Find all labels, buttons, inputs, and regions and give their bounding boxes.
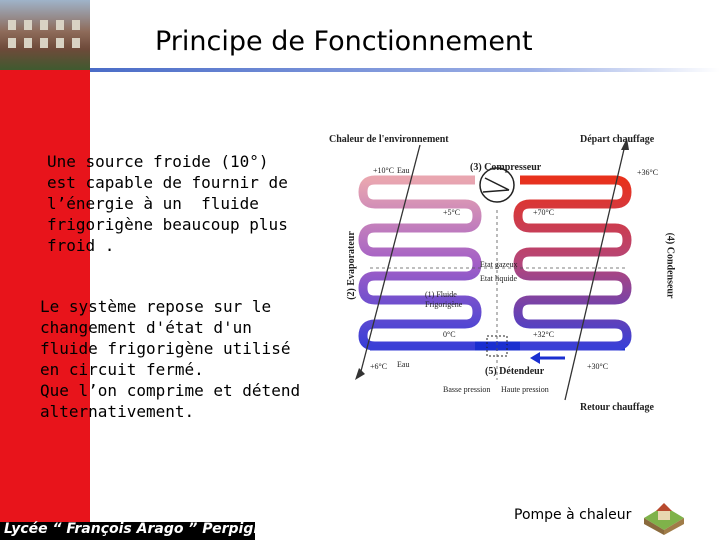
label-etat-gazeux: Etat gazeux xyxy=(480,260,518,269)
temp-plus10: +10°C xyxy=(373,166,395,175)
label-chaleur-environnement: Chaleur de l'environnement xyxy=(329,134,449,145)
label-etat-liquide: Etat liquide xyxy=(480,274,518,283)
paragraph-systeme: Le système repose sur le changement d'état d'un fluide frigorigène utilisé en circuit fermé. Que l’on comprime et détend alternativement. xyxy=(40,297,301,421)
temp-0: 0°C xyxy=(443,330,456,339)
label-evaporateur: (2) Evaporateur xyxy=(345,231,357,300)
temp-plus36: +36°C xyxy=(637,168,659,177)
label-frigorigene: Frigorigène xyxy=(425,300,463,309)
compressor-symbol xyxy=(480,168,514,202)
label-detendeur: (5) Détendeur xyxy=(485,366,545,377)
paragraph-source-froide: Une source froide (10°) est capable de fournir de l’énergie à un fluide frigorigène beaucoup plus froid . xyxy=(47,152,298,255)
slide-title: Principe de Fonctionnement xyxy=(155,26,533,57)
label-condenseur: (4) Condenseur xyxy=(664,232,676,299)
label-haute-pression: Haute pression xyxy=(501,385,549,394)
label-depart-chauffage: Départ chauffage xyxy=(580,134,655,145)
temp-plus70: +70°C xyxy=(533,208,555,217)
caption-pompe-a-chaleur: Pompe à chaleur xyxy=(514,507,632,523)
house-icon xyxy=(640,498,688,536)
label-compresseur: (3) Compresseur xyxy=(470,162,542,173)
label-eau-top: Eau xyxy=(397,166,410,175)
label-basse-pression: Basse pression xyxy=(443,385,491,394)
temp-plus6: +6°C xyxy=(370,362,388,371)
school-building-photo xyxy=(0,0,90,70)
label-fluide: (1) Fluide xyxy=(425,290,457,299)
footer-school-name: Lycée “ François Arago ” Perpignan xyxy=(4,521,283,537)
label-eau-bottom: Eau xyxy=(397,360,410,369)
temp-plus5: +5°C xyxy=(443,208,461,217)
title-underline xyxy=(90,68,720,72)
label-retour-chauffage: Retour chauffage xyxy=(580,402,654,413)
temp-plus30: +30°C xyxy=(587,362,609,371)
temp-plus32: +32°C xyxy=(533,330,555,339)
heat-pump-diagram xyxy=(325,130,676,420)
